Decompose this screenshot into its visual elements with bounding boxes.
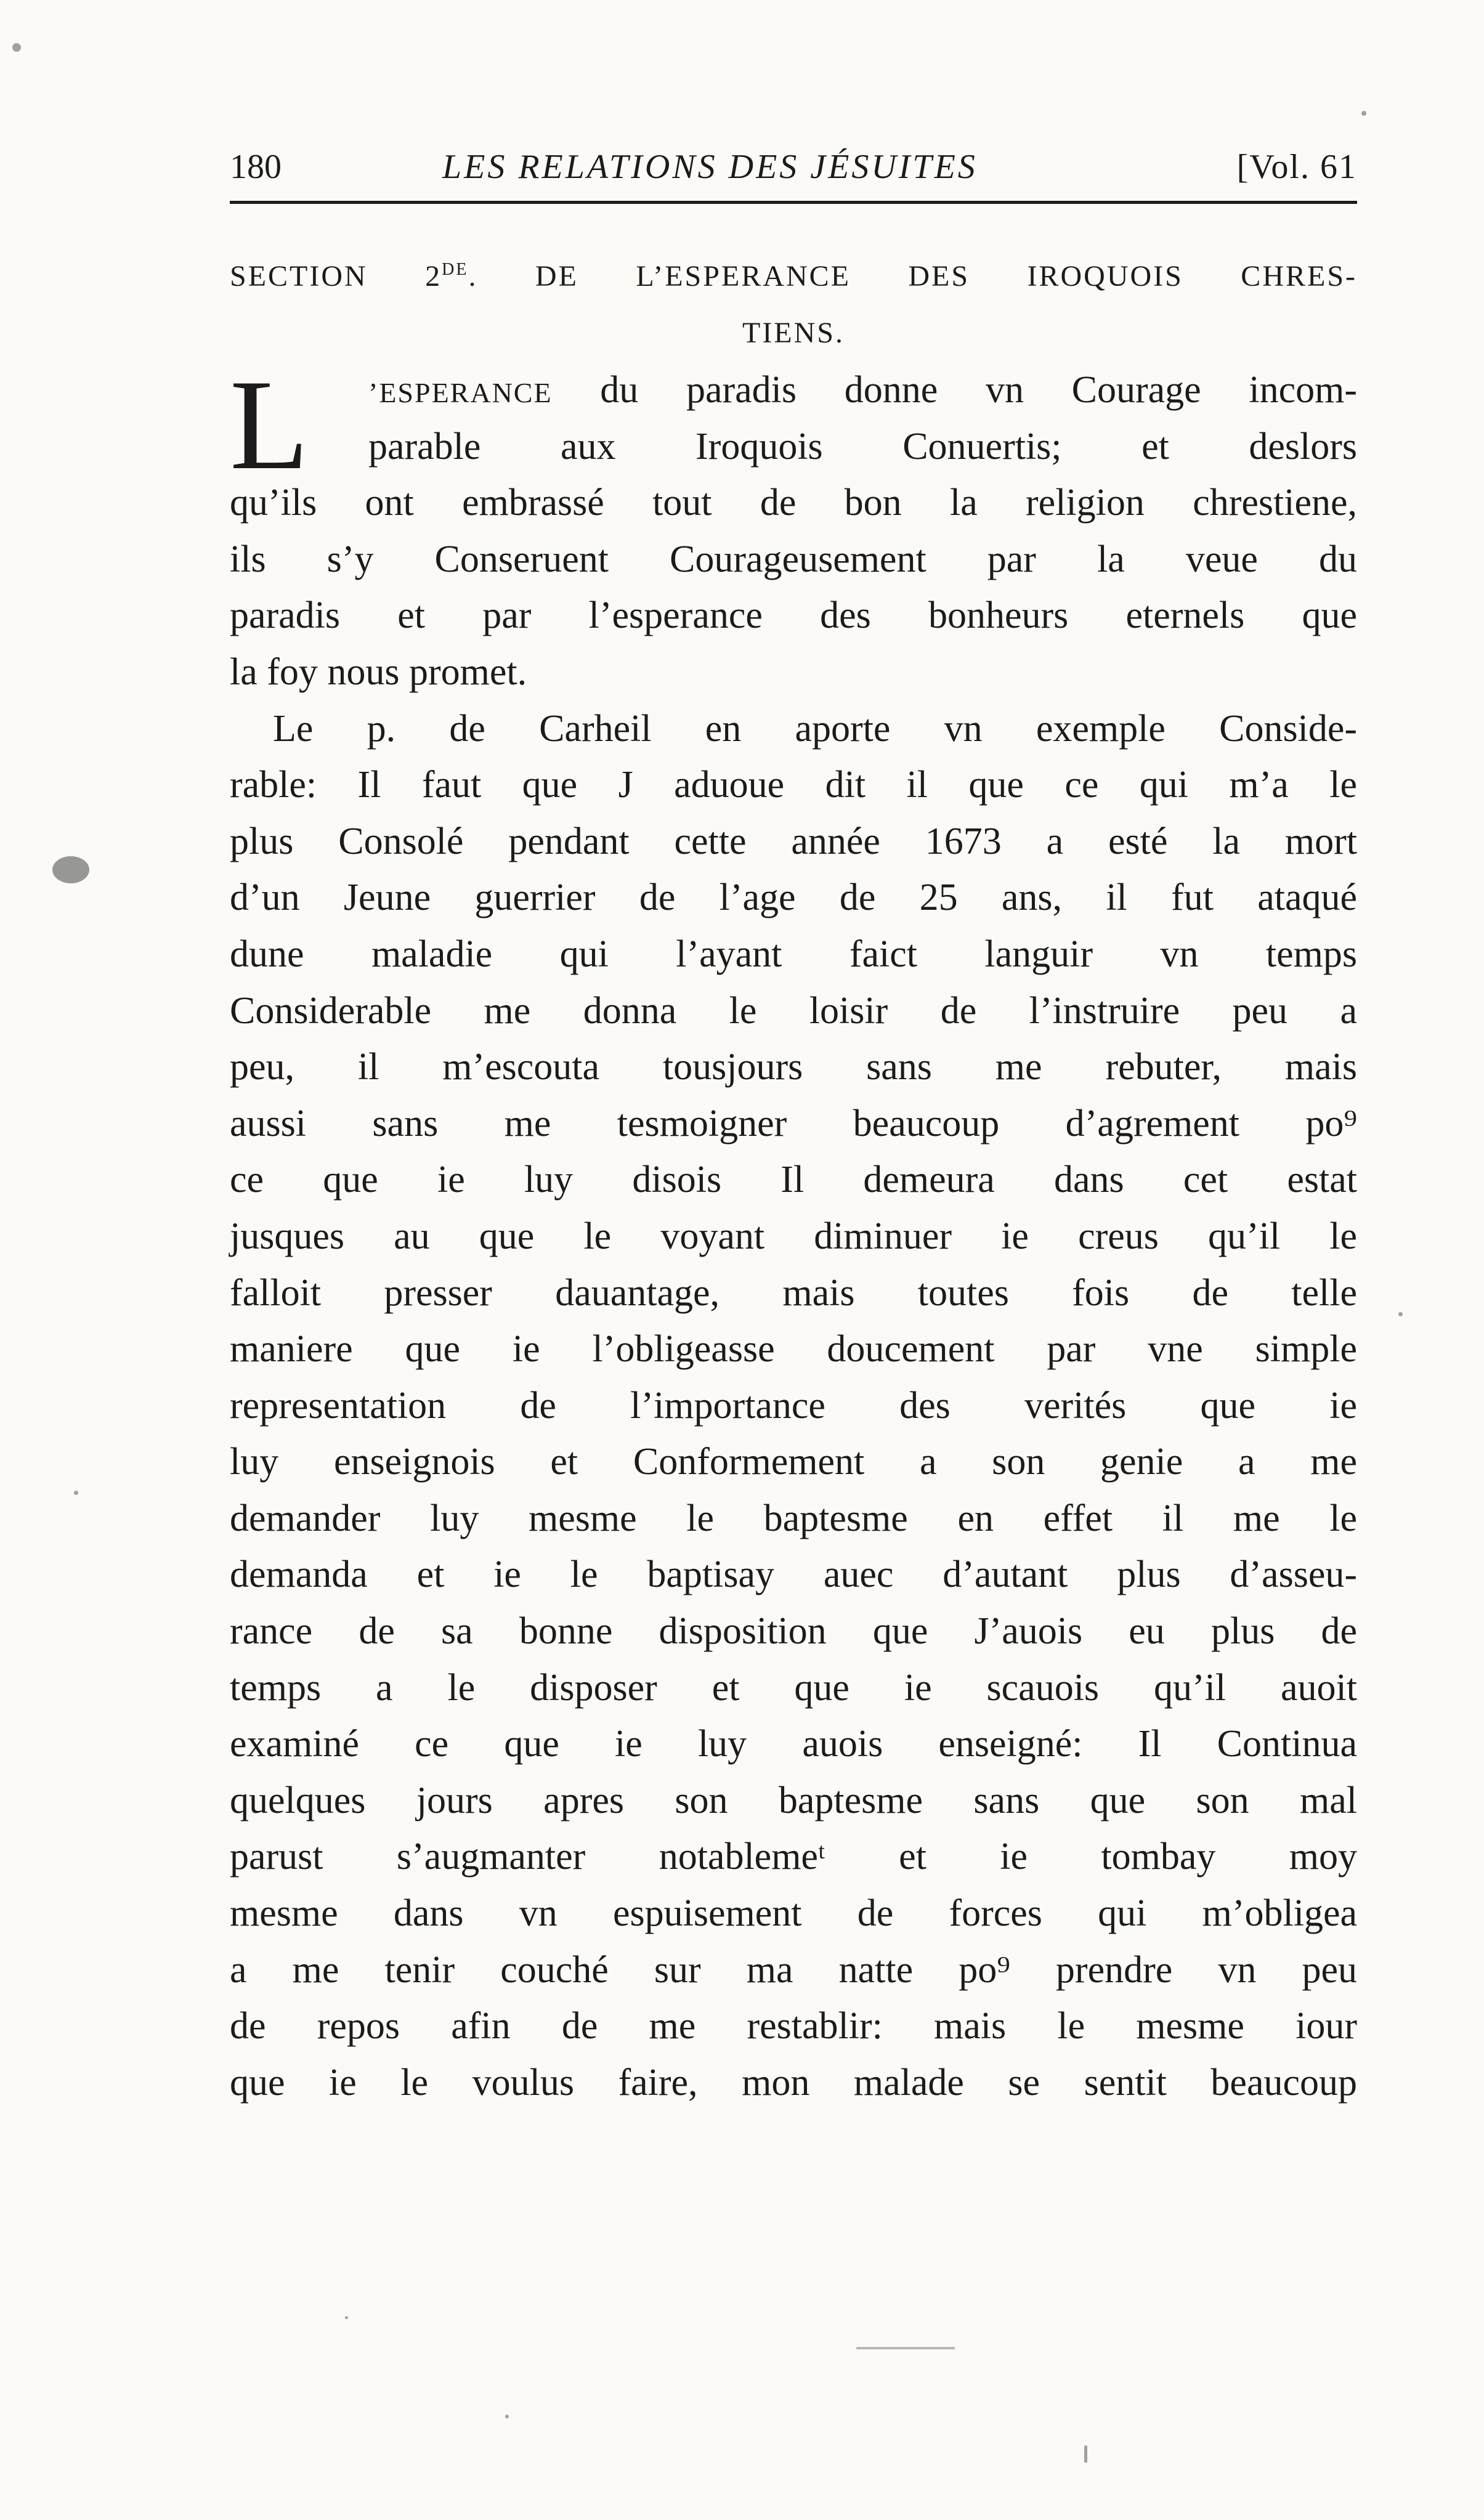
body-line: parable aux Iroquois Conuertis; et deslors: [368, 425, 1357, 468]
body-line: jusques au que le voyant diminuer ie creus qu’il le: [230, 1215, 1357, 1257]
drop-cap: L: [230, 354, 309, 496]
section-heading-prefix: SECTION 2: [230, 260, 442, 293]
body-line: paradis et par l’esperance des bonheurs eternels que: [230, 594, 1357, 637]
section-heading-line-1: [230, 241, 1357, 305]
body-line: ce que ie luy disois Il demeura dans cet estat: [230, 1159, 1357, 1201]
section-heading-title: . DE L’ESPERANCE DES IROQUOIS CHRES-: [468, 260, 1357, 293]
body-line: falloit presser dauantage, mais toutes fois de telle: [230, 1271, 1357, 1314]
body-line: qu’ils ont embrassé tout de bon la religion chrestiene,: [230, 482, 1357, 524]
body-line: dune maladie qui l’ayant faict languir vn temps: [230, 933, 1357, 975]
volume-label: [Vol. 61: [1236, 148, 1357, 186]
body-text: [230, 354, 1357, 2111]
body-line-text: du paradis donne vn Courage incom-: [552, 369, 1357, 411]
body-line: rance de sa bonne disposition que J’auois eu plus de: [230, 1610, 1357, 1653]
body-line: demander luy mesme le baptesme en effet il me le: [230, 1497, 1357, 1539]
body-line: plus Consolé pendant cette année 1673 a esté la mort: [230, 820, 1357, 862]
section-heading: [230, 241, 1357, 362]
section-heading-line-2: TIENS.: [742, 317, 845, 349]
body-line: peu, il m’escouta tousjours sans me rebuter, mais: [230, 1046, 1357, 1088]
body-line: maniere que ie l’obligeasse doucement par vne simple: [230, 1328, 1357, 1371]
header-rule: [230, 201, 1357, 204]
body-line: parust s’augmanter notablemeᵗ et ie tombay moy: [230, 1836, 1357, 1878]
body-line: rable: Il faut que J aduoue dit il que ce qui m’a le: [230, 764, 1357, 806]
body-line: demanda et ie le baptisay auec d’autant plus d’asseu-: [230, 1554, 1357, 1596]
body-line: aussi sans me tesmoigner beaucoup d’agrement po⁹: [230, 1102, 1357, 1145]
scan-mark: [856, 2347, 955, 2349]
body-line: luy enseignois et Conformement a son genie a me: [230, 1441, 1357, 1483]
body-line: ils s’y Conseruent Courageusement par la veue du: [230, 538, 1357, 580]
scan-speck: [1398, 1312, 1403, 1316]
scan-speck: [74, 1491, 78, 1495]
page-number: 180: [230, 148, 282, 186]
body-line: quelques jours apres son baptesme sans que son mal: [230, 1779, 1357, 1821]
body-line: temps a le disposer et que ie scauois qu’il auoit: [230, 1666, 1357, 1709]
running-header: [230, 139, 1357, 195]
scan-speck: [1361, 111, 1366, 116]
section-heading-superscript: DE: [442, 260, 469, 279]
body-line: Le p. de Carheil en aporte vn exemple Conside-: [273, 707, 1357, 750]
scan-speck: [345, 2316, 348, 2319]
body-line: mesme dans vn espuisement de forces qui m’obligea: [230, 1892, 1357, 1935]
body-line: a me tenir couché sur ma natte po⁹ prendre vn peu: [230, 1948, 1357, 1991]
smallcaps-word: ’ESPERANCE: [368, 377, 553, 408]
body-line: de repos afin de me restablir: mais le mesme iour: [230, 2005, 1357, 2048]
body-line: examiné ce que ie luy auois enseigné: Il Continua: [230, 1723, 1357, 1765]
scan-speck: [1084, 2445, 1087, 2463]
body-line: Considerable me donna le loisir de l’instruire peu a: [230, 989, 1357, 1032]
scan-speck: [12, 43, 21, 52]
body-line: que ie le voulus faire, mon malade se sentit beaucoup: [230, 2061, 1357, 2104]
body-line: [230, 362, 1357, 419]
scan-speck: [505, 2415, 509, 2418]
body-line: representation de l’importance des verités que ie: [230, 1384, 1357, 1427]
scan-speck: [52, 856, 89, 883]
body-line: d’un Jeune guerrier de l’age de 25 ans, il fut ataqué: [230, 877, 1357, 919]
body-line: la foy nous promet.: [230, 650, 527, 693]
running-title: LES RELATIONS DES JÉSUITES: [442, 148, 978, 186]
